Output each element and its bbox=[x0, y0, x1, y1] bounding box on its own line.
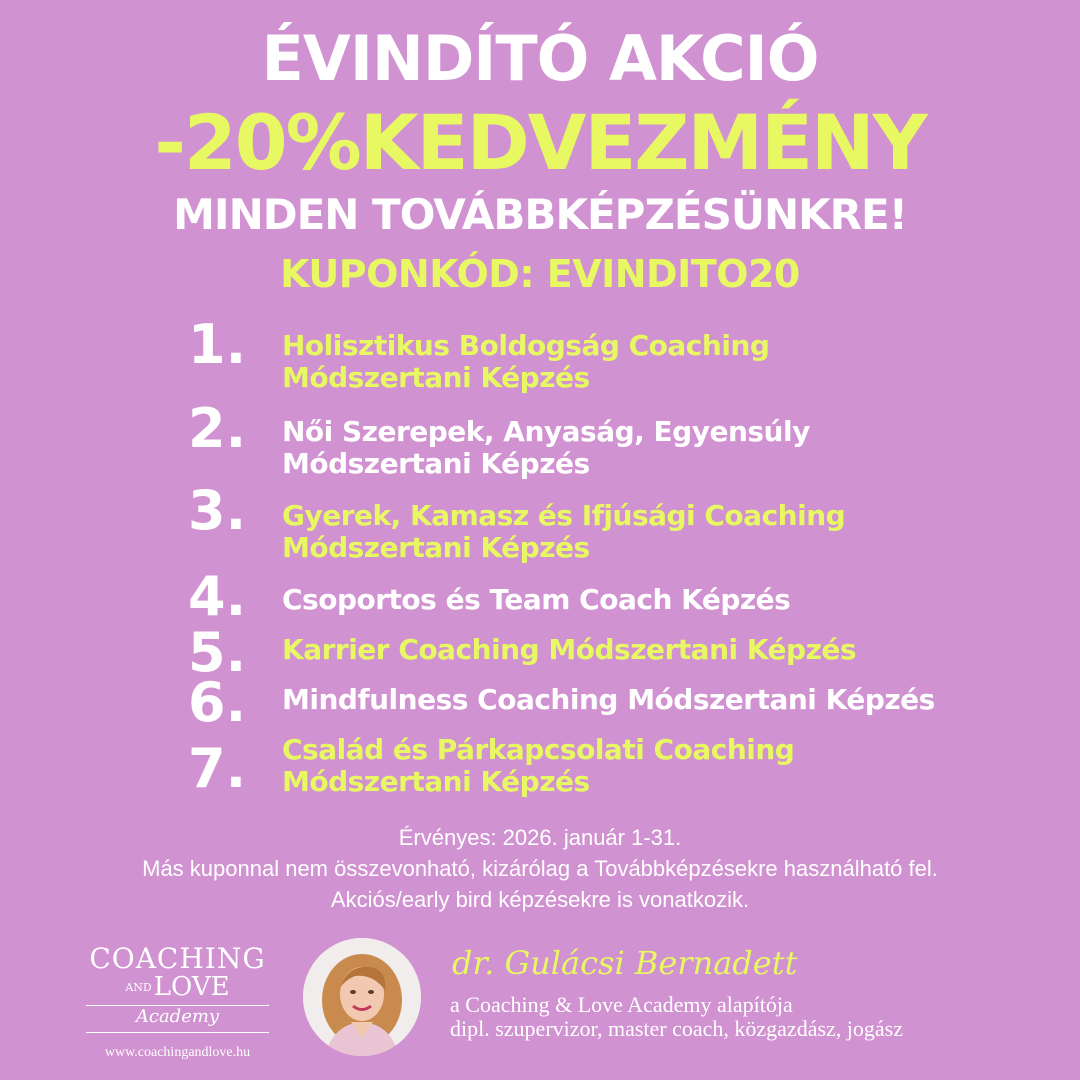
person-role: a Coaching & Love Academy alapítója bbox=[450, 992, 793, 1017]
course-4 bbox=[282, 584, 790, 616]
course-number-3: 3. bbox=[188, 479, 247, 542]
course-3-line1: Gyerek, Kamasz és Ifjúsági Coaching bbox=[282, 499, 846, 532]
coupon-code: KUPONKÓD: EVINDITO20 bbox=[280, 252, 800, 296]
course-1 bbox=[282, 330, 769, 394]
course-number-5: 5. bbox=[188, 621, 247, 684]
person-credentials: dipl. szupervizor, master coach, közgazdász, jogász bbox=[450, 1016, 903, 1041]
course-6-line1: Mindfulness Coaching Módszertani Képzés bbox=[282, 683, 935, 716]
person-name: dr. Gulácsi Bernadett bbox=[452, 944, 798, 982]
avatar bbox=[303, 938, 421, 1056]
validity-date: Érvényes: 2026. január 1-31. bbox=[398, 825, 682, 850]
course-number-1: 1. bbox=[188, 313, 247, 376]
logo-love-text: LOVE bbox=[153, 972, 230, 1002]
course-1-line1: Holisztikus Boldogság Coaching bbox=[282, 329, 770, 362]
course-number-7: 7. bbox=[188, 737, 247, 800]
course-2 bbox=[282, 416, 810, 480]
course-6 bbox=[282, 684, 935, 716]
validity-early-bird: Akciós/early bird képzésekre is vonatkozik. bbox=[330, 887, 750, 912]
validity-terms bbox=[0, 822, 1080, 915]
logo-academy-text: Academy bbox=[135, 1006, 220, 1027]
portrait-photo bbox=[303, 938, 421, 1056]
logo-coaching-text: COACHING bbox=[89, 942, 266, 975]
headline: ÉVINDÍTÓ AKCIÓ bbox=[261, 22, 819, 95]
logo-divider-bottom bbox=[86, 1032, 269, 1033]
course-5 bbox=[282, 634, 856, 666]
course-7 bbox=[282, 734, 794, 798]
course-number-2: 2. bbox=[188, 397, 247, 460]
logo-and-text: AND bbox=[125, 981, 152, 994]
course-number-6: 6. bbox=[188, 671, 247, 734]
validity-restriction: Más kuponnal nem összevonható, kizárólag a Továbbképzésekre használható fel. bbox=[142, 856, 938, 881]
logo-and-love bbox=[80, 974, 275, 1001]
course-2-line1: Női Szerepek, Anyaság, Egyensúly bbox=[282, 415, 810, 448]
course-7-line2: Módszertani Képzés bbox=[282, 765, 590, 798]
course-1-line2: Módszertani Képzés bbox=[282, 361, 590, 394]
course-5-line1: Karrier Coaching Módszertani Képzés bbox=[282, 633, 857, 666]
website-url: www.coachingandlove.hu bbox=[104, 1045, 251, 1060]
course-3 bbox=[282, 500, 845, 564]
course-number-4: 4. bbox=[188, 565, 247, 628]
discount-headline: -20%KEDVEZMÉNY bbox=[154, 98, 926, 187]
subheadline: MINDEN TOVÁBBKÉPZÉSÜNKRE! bbox=[173, 190, 907, 239]
academy-logo bbox=[80, 944, 275, 1061]
course-7-line1: Család és Párkapcsolati Coaching bbox=[282, 733, 795, 766]
course-2-line2: Módszertani Képzés bbox=[282, 447, 590, 480]
course-4-line1: Csoportos és Team Coach Képzés bbox=[282, 583, 791, 616]
course-3-line2: Módszertani Képzés bbox=[282, 531, 590, 564]
